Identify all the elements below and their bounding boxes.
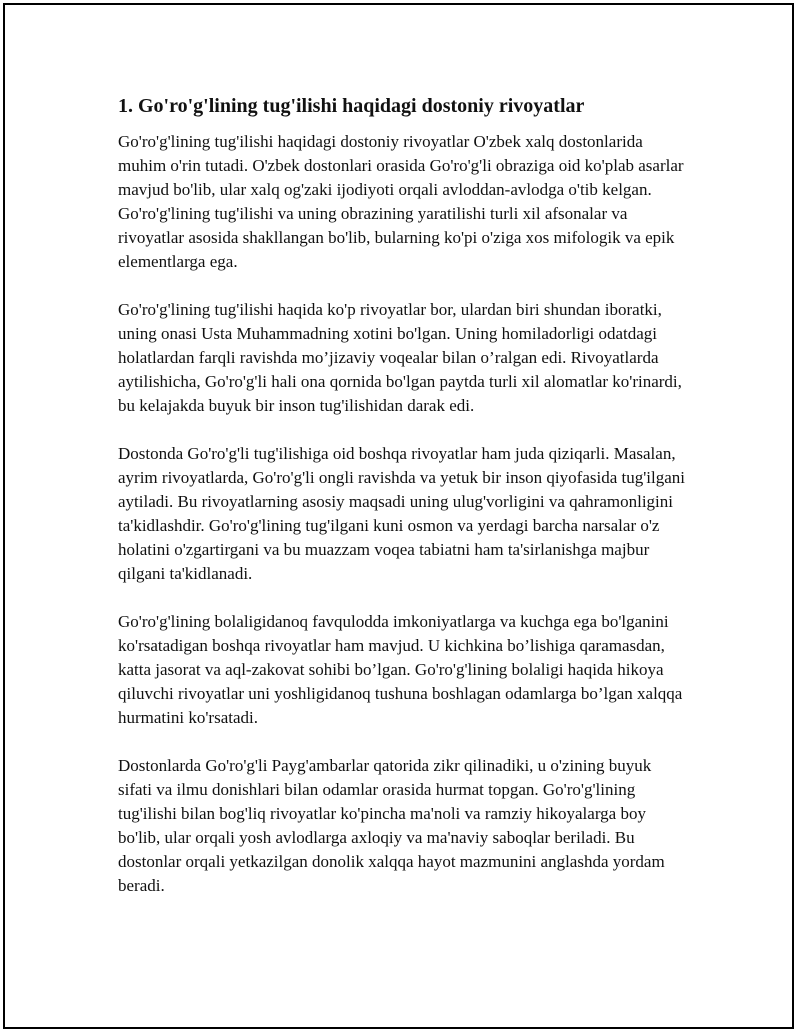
paragraph-5: Dostonlarda Go'ro'g'li Payg'ambarlar qatorida zikr qilinadiki, u o'zining buyuk sifati va ilmu donishlari bilan odamlar orasida hurmat topgan. Go'ro'g'lining tug'ilishi bilan bog'liq rivoyatlar ko'pincha ma'noli va ramziy hikoyalarga boy bo'lib, ular orqali yosh avlodlarga axloqiy va ma'naviy saboqlar beriladi. Bu dostonlar orqali yetkazilgan donolik xalqqa hayot mazmunini anglashda yordam beradi. [118, 756, 665, 895]
paragraph-4: Go'ro'g'lining bolaligidanoq favqulodda imkoniyatlarga va kuchga ega bo'lganini ko'rsatadigan boshqa rivoyatlar ham mavjud. U kichkina bo’lishiga qaramasdan, katta jasorat va aql-zakovat sohibi bo’lgan. Go'ro'g'lining bolaligi haqida hikoya qiluvchi rivoyatlar uni yoshligidanoq tushuna boshlagan odamlarga bo’lgan xalqqa hurmatini ko'rsatadi. [118, 612, 683, 727]
paragraph-3: Dostonda Go'ro'g'li tug'ilishiga oid boshqa rivoyatlar ham juda qiziqarli. Masalan, ayrim rivoyatlarda, Go'ro'g'li ongli ravishda va yetuk bir inson qiyofasida tug'ilgani aytiladi. Bu rivoyatlarning asosiy maqsadi uning ulug'vorligini va qahramonligini ta'kidlashdir. Go'ro'g'lining tug'ilgani kuni osmon va yerdagi barcha narsalar o'z holatini o'zgartirgani va bu muazzam voqea tabiatni ham ta'sirlanishga majbur qilgani ta'kidlanadi. [118, 444, 685, 583]
paragraph-1: Go'ro'g'lining tug'ilishi haqidagi dostoniy rivoyatlar O'zbek xalq dostonlarida muhim o'rin tutadi. O'zbek dostonlari orasida Go'ro'g'li obraziga oid ko'plab asarlar mavjud bo'lib, ular xalq og'zaki ijodiyoti orqali avloddan-avlodga o'tib kelgan. Go'ro'g'lining tug'ilishi va uning obrazining yaratilishi turli xil afsonalar va rivoyatlar asosida shakllangan bo'lib, bularning ko'pi o'ziga xos mifologik va epik elementlarga ega. [118, 132, 684, 271]
document-body [118, 93, 688, 922]
section-heading: 1. Go'ro'g'lining tug'ilishi haqidagi dostoniy rivoyatlar [118, 95, 585, 117]
paragraph-2: Go'ro'g'lining tug'ilishi haqida ko'p rivoyatlar bor, ulardan biri shundan iboratki, uning onasi Usta Muhammadning xotini bo'lgan. Uning homiladorligi odatdagi holatlardan farqli ravishda mo’jizaviy voqealar bilan o’ralgan edi. Rivoyatlarda aytilishicha, Go'ro'g'li hali ona qornida bo'lgan paytda turli xil alomatlar ko'rinardi, bu kelajakda buyuk bir inson tug'ilishidan darak edi. [118, 300, 682, 415]
